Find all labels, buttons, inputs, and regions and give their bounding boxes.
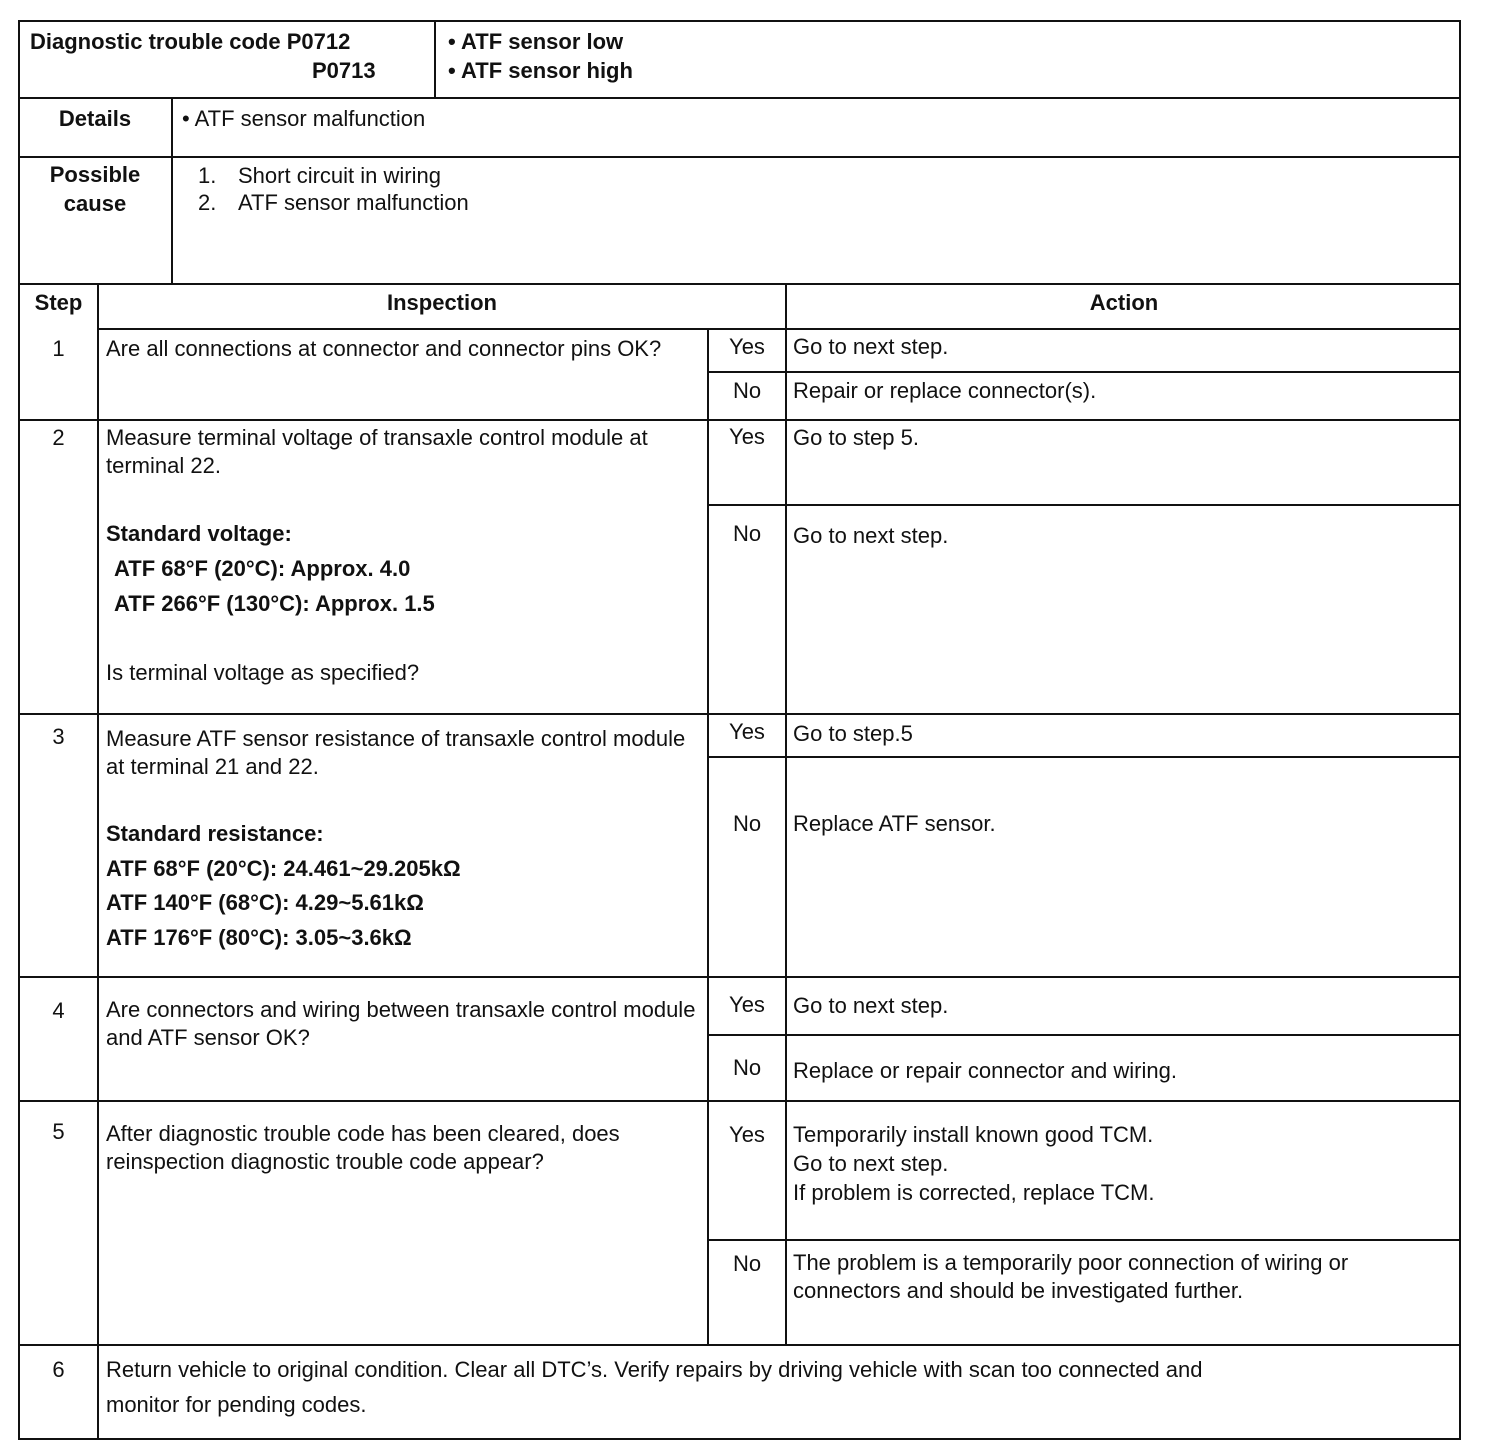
step-3-spec-line-2: ATF 140°F (68°C): 4.29~5.61kΩ [106,890,424,915]
step-4-inspection: Are connectors and wiring between transaxle control module and ATF sensor OK? [106,997,696,1050]
step-3-spec-line-1: ATF 68°F (20°C): 24.461~29.205kΩ [106,856,461,881]
sensor-low: • ATF sensor low [448,29,624,54]
step-2-yes-action: Go to step 5. [793,425,919,450]
col-header-inspection: Inspection [386,290,497,315]
step-number-4: 4 [52,998,65,1023]
step-5-no: No [732,1251,762,1276]
rule-under-details [18,156,1461,158]
details-label: Details [58,106,132,131]
step-3-inspection: Measure ATF sensor resistance of transaxle control module at terminal 21 and 22. [106,726,686,779]
step-3-yes: Yes [729,719,765,744]
sensor-high: • ATF sensor high [448,58,633,83]
rule-step4 [18,1100,1461,1102]
step-number-1: 1 [52,336,65,361]
rule-step5-yes-no [708,1239,1461,1241]
possible-cause-label-1: Possible [49,162,141,187]
step-3-yes-action: Go to step.5 [793,721,913,746]
step-5-no-action: The problem is a temporarily poor connection of wiring or connectors and should be investigated further. [793,1250,1349,1303]
step-3-no-action: Replace ATF sensor. [793,811,996,836]
step-1-yes-action: Go to next step. [793,334,949,359]
step-2-spec-title: Standard voltage: [106,521,292,546]
step-2-no-action: Go to next step. [793,523,949,548]
rule-step2 [18,713,1461,715]
step-1-yes: Yes [729,334,765,359]
details-text: • ATF sensor malfunction [182,106,426,131]
step-number-2: 2 [52,425,65,450]
cause-num-1: 1. [198,163,217,188]
rule-under-col-headers [98,328,1461,330]
rule-under-header [18,97,1461,99]
cause-num-2: 2. [198,190,217,215]
step-5-yes-action-1: Temporarily install known good TCM. [793,1122,1154,1147]
step-3-spec-title: Standard resistance: [106,821,324,846]
step-5-inspection: After diagnostic trouble code has been cleared, does reinspection diagnostic trouble code appear? [106,1121,620,1174]
step-3-no: No [732,811,762,836]
step-5-yes-action-2: Go to next step. [793,1151,949,1176]
cause-text-2: ATF sensor malfunction [238,190,469,215]
step-1-inspection: Are all connections at connector and connector pins OK? [106,336,662,361]
step-2-spec-line-1: ATF 68°F (20°C): Approx. 4.0 [114,556,411,581]
step-number-6: 6 [52,1357,65,1382]
rule-step3-yes-no [708,756,1461,758]
cause-text-1: Short circuit in wiring [238,163,441,188]
step-4-yes-action: Go to next step. [793,993,949,1018]
rule-label-split [171,97,173,284]
rule-step1-yes-no [708,371,1461,373]
col-header-action: Action [1089,290,1159,315]
step-4-no-action: Replace or repair connector and wiring. [793,1058,1177,1083]
step-4-no: No [732,1055,762,1080]
rule-step2-yes-no [708,504,1461,506]
step-6-text-line-2: monitor for pending codes. [106,1392,367,1417]
step-6-text-line-1: Return vehicle to original condition. Clear all DTC’s. Verify repairs by driving vehicle with scan too connected and [106,1357,1203,1382]
rule-step-col [97,283,99,1440]
step-2-inspection: Measure terminal voltage of transaxle control module at terminal 22. [106,425,648,478]
step-4-yes: Yes [729,992,765,1017]
rule-step3 [18,976,1461,978]
rule-step5 [18,1344,1461,1346]
step-2-question: Is terminal voltage as specified? [106,660,420,685]
step-2-no: No [732,521,762,546]
step-number-3: 3 [52,724,65,749]
dtc-code-2: P0713 [312,58,376,83]
possible-cause-label-2: cause [63,191,127,216]
rule-action-col [785,283,787,1346]
step-2-yes: Yes [729,424,765,449]
rule-step4-yes-no [708,1034,1461,1036]
step-3-spec-line-3: ATF 176°F (80°C): 3.05~3.6kΩ [106,925,412,950]
step-5-yes: Yes [729,1122,765,1147]
step-5-yes-action-3: If problem is corrected, replace TCM. [793,1180,1155,1205]
col-header-step: Step [34,290,83,315]
step-1-no: No [732,378,762,403]
rule-step1 [18,419,1461,421]
rule-under-cause [18,283,1461,285]
dtc-label: Diagnostic trouble code P0712 [30,29,351,54]
step-number-5: 5 [52,1119,65,1144]
step-2-spec-line-2: ATF 266°F (130°C): Approx. 1.5 [114,591,435,616]
rule-header-split [434,20,436,98]
step-1-no-action: Repair or replace connector(s). [793,378,1097,403]
